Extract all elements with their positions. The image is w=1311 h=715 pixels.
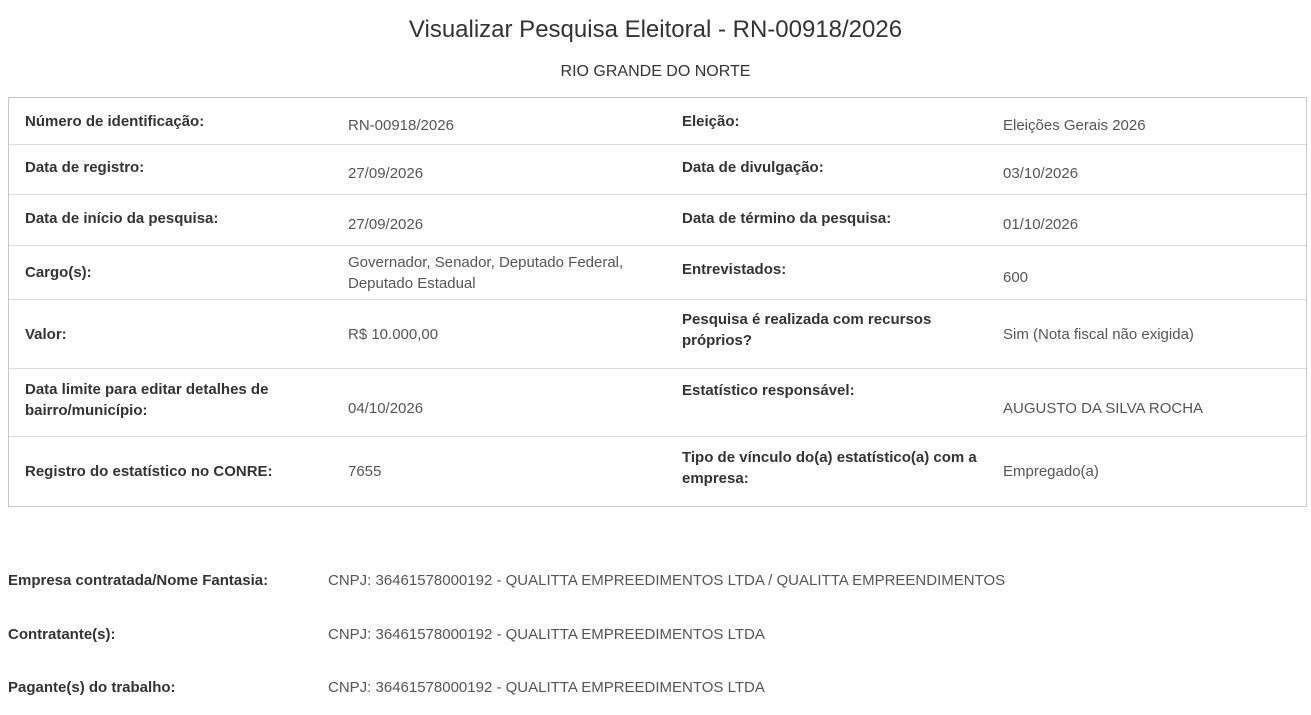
details-label: Cargo(s): (25, 264, 92, 281)
details-value: 27/09/2026 (348, 216, 424, 233)
details-label: Data de divulgação: (682, 159, 824, 176)
details-value: 03/10/2026 (1003, 165, 1079, 182)
payer-label: Pagante(s) do trabalho: (8, 679, 176, 696)
details-value: 7655 (348, 463, 382, 480)
page-subtitle: RIO GRANDE DO NORTE (560, 63, 751, 80)
details-row (9, 145, 1306, 195)
details-value: Sim (Nota fiscal não exigida) (1003, 325, 1194, 343)
details-row (9, 437, 1306, 506)
details-label: Data de início da pesquisa: (25, 210, 219, 227)
details-row (9, 300, 1306, 369)
contractor-line (8, 624, 1307, 645)
details-label: Tipo de vínculo do(a) estatístico(a) com a empresa: (682, 449, 977, 487)
details-label: Data limite para editar detalhes de bairro/município: (25, 381, 269, 419)
details-label: Data de término da pesquisa: (682, 210, 892, 227)
details-label: Pesquisa é realizada com recursos próprios? (682, 311, 932, 349)
details-value: AUGUSTO DA SILVA ROCHA (1003, 400, 1204, 417)
details-row (9, 98, 1306, 145)
details-value: 04/10/2026 (348, 400, 424, 417)
details-value: RN-00918/2026 (348, 117, 454, 134)
details-value: Governador, Senador, Deputado Federal, Deputado Estadual (348, 253, 624, 292)
details-value: R$ 10.000,00 (348, 325, 439, 343)
survey-details-table (8, 97, 1307, 507)
details-label: Número de identificação: (25, 113, 205, 130)
details-label: Entrevistados: (682, 261, 787, 278)
details-label: Eleição: (682, 113, 740, 130)
contracted-company-label: Empresa contratada/Nome Fantasia: (8, 572, 269, 589)
details-value: 27/09/2026 (348, 165, 424, 182)
details-row (9, 369, 1306, 437)
details-value: Empregado(a) (1003, 463, 1099, 480)
details-value: 600 (1003, 269, 1029, 286)
payer-line (8, 677, 1307, 698)
details-row (9, 195, 1306, 246)
details-label: Data de registro: (25, 159, 145, 176)
contracted-company-value: CNPJ: 36461578000192 - QUALITTA EMPREEDIMENTOS LTDA / QUALITTA EMPREENDIMENTOS (328, 572, 1006, 589)
details-label: Estatístico responsável: (682, 382, 855, 399)
contractor-label: Contratante(s): (8, 626, 116, 643)
page-title: Visualizar Pesquisa Eleitoral - RN-00918/2026 (408, 16, 903, 43)
contracted-company-line (8, 570, 1307, 591)
details-label: Valor: (25, 325, 67, 343)
details-value: 01/10/2026 (1003, 216, 1079, 233)
details-row (9, 246, 1306, 300)
details-value: Eleições Gerais 2026 (1003, 117, 1146, 134)
payer-value: CNPJ: 36461578000192 - QUALITTA EMPREEDIMENTOS LTDA (328, 679, 765, 696)
details-label: Registro do estatístico no CONRE: (25, 463, 273, 480)
contractor-value: CNPJ: 36461578000192 - QUALITTA EMPREEDIMENTOS LTDA (328, 626, 765, 643)
